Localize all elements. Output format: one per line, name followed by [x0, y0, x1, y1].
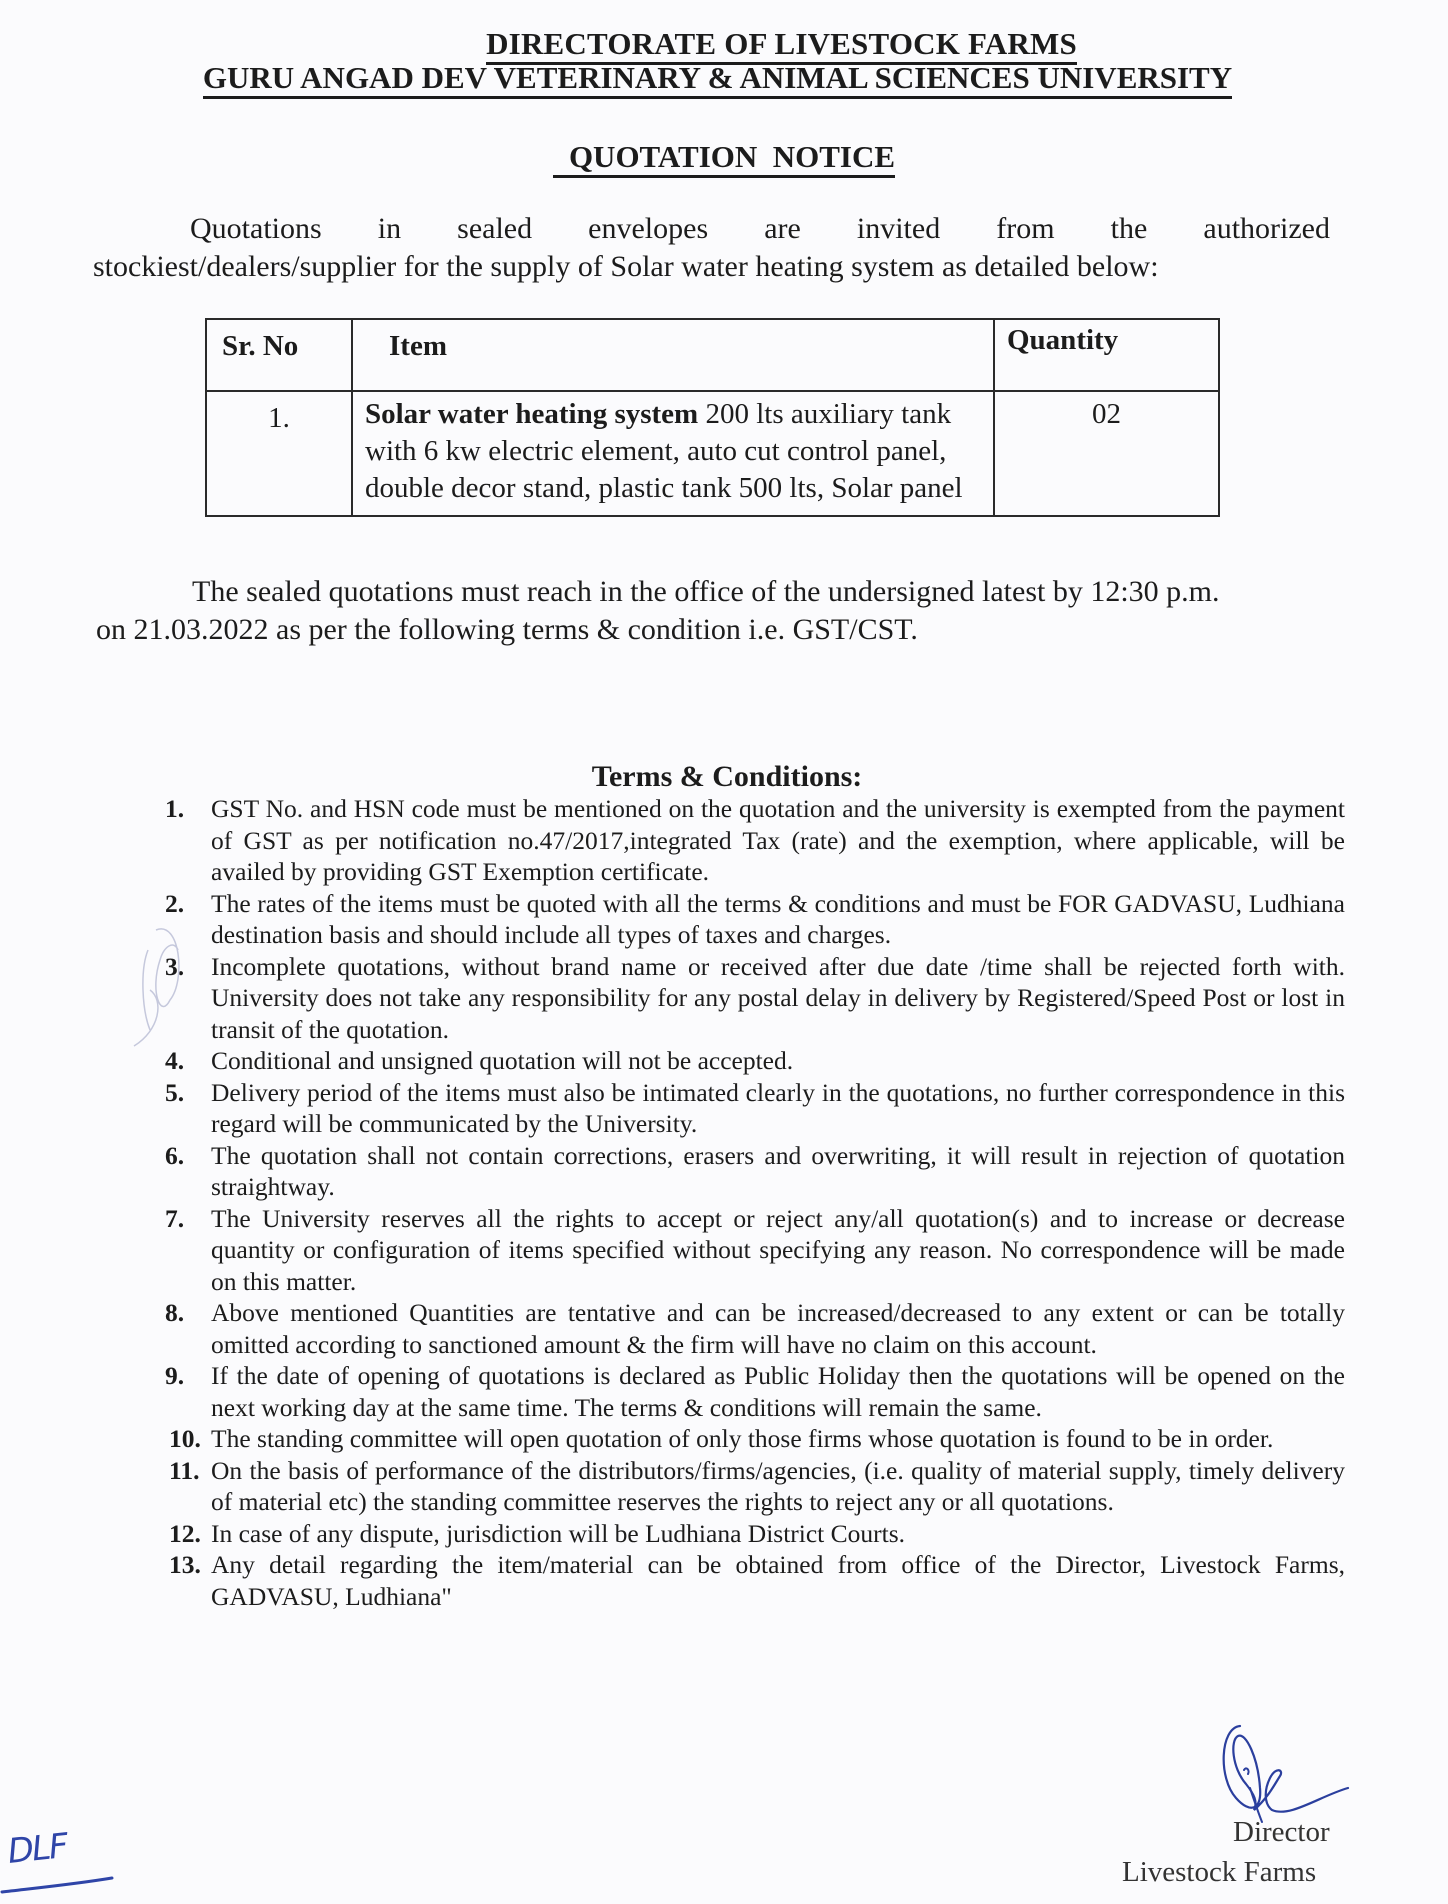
term-item [163, 1360, 1345, 1423]
term-number: 3. [165, 951, 185, 981]
row-item-description [352, 391, 994, 516]
items-table [205, 318, 1220, 517]
term-text: The standing committee will open quotation of only those firms whose quotation is found to be in order. [211, 1424, 1274, 1453]
dlf-underline [0, 1876, 120, 1896]
intro-line-1 [190, 210, 1330, 248]
notice-title: QUOTATION NOTICE [0, 139, 1448, 175]
intro-word: sealed [457, 212, 533, 245]
intro-word: invited [856, 212, 941, 245]
term-item [163, 1203, 1345, 1298]
term-item [163, 1518, 1345, 1550]
term-number: 9. [165, 1361, 185, 1390]
term-item [163, 951, 1345, 1046]
term-number: 2. [165, 888, 185, 918]
term-number: 4. [165, 1046, 185, 1075]
term-number: 8. [165, 1298, 185, 1327]
term-number: 13. [169, 1550, 201, 1579]
term-item [163, 1549, 1345, 1612]
term-item [163, 1077, 1345, 1140]
deadline-line-2: on 21.03.2022 as per the following terms & condition i.e. GST/CST. [96, 613, 918, 646]
table-row [206, 391, 1219, 516]
row-sr-no: 1. [206, 391, 352, 516]
header-item: Item [352, 319, 994, 391]
intro-word: Quotations [190, 212, 322, 245]
intro-word: from [996, 212, 1055, 245]
margin-pencil-marks [120, 920, 200, 1060]
term-text: On the basis of performance of the distributors/firms/agencies, (i.e. quality of material supply, timely delivery of material etc) the standing committee reserves the rights to reject any or all quotations. [211, 1455, 1345, 1516]
term-text: The rates of the items must be quoted with all the terms & conditions and must be FOR GADVASU, Ludhiana destination basis and should include all types of taxes and charges. [211, 888, 1345, 949]
term-item [163, 888, 1345, 951]
term-text: Conditional and unsigned quotation will not be accepted. [211, 1046, 794, 1075]
deadline-line-1: The sealed quotations must reach in the office of the undersigned latest by 12:30 p.m. [192, 575, 1220, 608]
term-text: GST No. and HSN code must be mentioned on the quotation and the university is exempted from the payment of GST as per notification no.47/2017,integrated Tax (rate) and the exemption, where applicable, will be availed by providing GST Exemption certificate. [211, 794, 1345, 886]
university-heading: GURU ANGAD DEV VETERINARY & ANIMAL SCIENCES UNIVERSITY [0, 60, 1448, 96]
intro-word: in [377, 212, 402, 245]
term-text: The quotation shall not contain corrections, erasers and overwriting, it will result in rejection of quotation straightway. [211, 1140, 1345, 1201]
row-item-name: Solar water heating system [365, 398, 699, 430]
term-number: 6. [165, 1140, 185, 1170]
table-header-row [206, 319, 1219, 391]
header-quantity: Quantity [994, 319, 1219, 391]
signature-stroke [1224, 1726, 1348, 1812]
term-number: 11. [169, 1455, 200, 1485]
term-text: Delivery period of the items must also be intimated clearly in the quotations, no further correspondence in this regard will be communicated by the University. [211, 1077, 1345, 1138]
term-text: In case of any dispute, jurisdiction will be Ludhiana District Courts. [211, 1518, 906, 1548]
intro-word: envelopes [588, 212, 709, 245]
intro-word: the [1110, 212, 1148, 245]
terms-title: Terms & Conditions: [591, 760, 863, 793]
term-item [163, 1423, 1345, 1455]
term-text: Incomplete quotations, without brand name or received after due date /time shall be rejected forth with. University does not take any responsibility for any postal delay in delivery by Registered/Speed Post or lost in transit of the quotation. [211, 951, 1345, 1044]
dlf-initials: DLF [5, 1826, 69, 1872]
term-item [163, 1297, 1345, 1360]
signatory-title: Director [1233, 1816, 1330, 1848]
term-number: 1. [165, 794, 185, 823]
row-quantity: 02 [994, 391, 1219, 516]
term-text: Above mentioned Quantities are tentative and can be increased/decreased to any extent or can be totally omitted according to sanctioned amount & the firm will have no claim on this account. [211, 1298, 1345, 1359]
terms-list [163, 793, 1345, 1612]
term-text: Any detail regarding the item/material can be obtained from office of the Director, Livestock Farms, GADVASU, Ludhiana" [211, 1550, 1345, 1611]
term-number: 12. [169, 1518, 201, 1548]
intro-line-2: stockiest/dealers/supplier for the supply of Solar water heating system as detailed below: [93, 250, 1159, 283]
term-item [163, 1140, 1345, 1203]
signatory-office: Livestock Farms [1122, 1856, 1317, 1888]
initials-underline-stroke [2, 1878, 112, 1892]
intro-word: authorized [1203, 212, 1330, 245]
director-signature [1210, 1718, 1370, 1828]
header-sr-no: Sr. No [206, 319, 352, 391]
term-text: The University reserves all the rights to accept or reject any/all quotation(s) and to increase or decrease quantity or configuration of items specified without specifying any reason. No correspondence will be made on this matter. [211, 1203, 1345, 1296]
term-item [163, 1455, 1345, 1518]
term-number: 7. [165, 1203, 185, 1233]
directorate-heading: DIRECTORATE OF LIVESTOCK FARMS [0, 26, 1448, 62]
term-item [163, 793, 1345, 888]
row-item-spec: 200 lts auxiliary tank with 6 kw electric element, auto cut control panel, double decor stand, plastic tank 500 lts, Solar panel [365, 398, 963, 504]
term-number: 5. [165, 1077, 185, 1107]
term-number: 10. [169, 1424, 201, 1453]
intro-word: are [764, 212, 801, 245]
term-text: If the date of opening of quotations is declared as Public Holiday then the quotations will be opened on the next working day at the same time. The terms & conditions will remain the same. [211, 1361, 1345, 1422]
term-item [163, 1045, 1345, 1077]
